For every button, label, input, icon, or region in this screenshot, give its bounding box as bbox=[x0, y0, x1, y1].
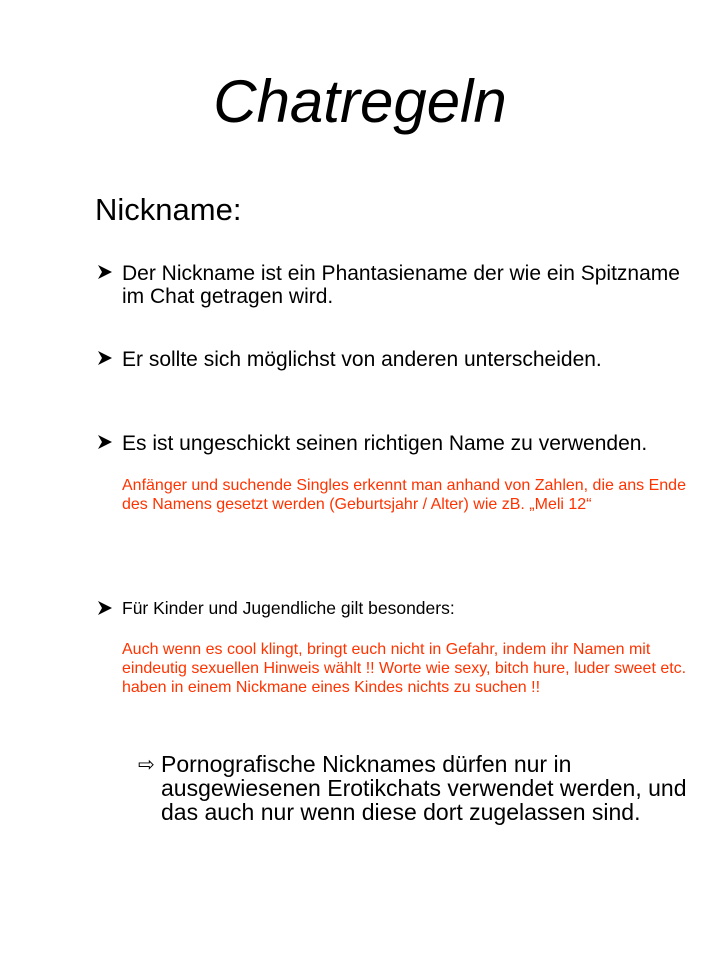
bullet-item bbox=[95, 262, 695, 308]
bullet-note: Auch wenn es cool klingt, bringt euch nicht in Gefahr, indem ihr Namen mit eindeutig sexuellen Hinweis wählt !! Worte wie sexy, bitch hure, luder sweet etc. haben in einem Nickmane eines Kindes nichts zu suchen !! bbox=[122, 641, 687, 696]
bullet-item bbox=[95, 348, 695, 371]
arrowhead-bullet-icon bbox=[95, 432, 119, 456]
bullet-text: Er sollte sich möglichst von anderen unterscheiden. bbox=[122, 348, 602, 371]
bullet-text: Für Kinder und Jugendliche gilt besonders: bbox=[122, 598, 455, 618]
section-heading: Nickname: bbox=[95, 192, 242, 227]
bullet-note: Anfänger und suchende Singles erkennt man anhand von Zahlen, die ans Ende des Namens gesetzt werden (Geburtsjahr / Alter) wie zB. „Meli 12“ bbox=[122, 477, 686, 513]
bullet-text: Es ist ungeschickt seinen richtigen Name zu verwenden. bbox=[122, 432, 648, 455]
bullet-item bbox=[95, 432, 695, 514]
hollow-arrow-icon: ⇨ bbox=[138, 754, 155, 776]
sub-bullet-text: Pornografische Nicknames dürfen nur in ausgewiesenen Erotikchats verwendet werden, und das auch nur wenn diese dort zugelassen sind. bbox=[161, 751, 687, 825]
bullet-text: Der Nickname ist ein Phantasiename der wie ein Spitzname im Chat getragen wird. bbox=[122, 262, 680, 308]
slide-title: Chatregeln bbox=[213, 68, 507, 135]
arrowhead-bullet-icon bbox=[95, 598, 119, 622]
bullet-item bbox=[95, 598, 695, 697]
arrowhead-bullet-icon bbox=[95, 348, 119, 372]
arrowhead-bullet-icon bbox=[95, 262, 119, 286]
sub-bullet-item bbox=[138, 752, 698, 824]
